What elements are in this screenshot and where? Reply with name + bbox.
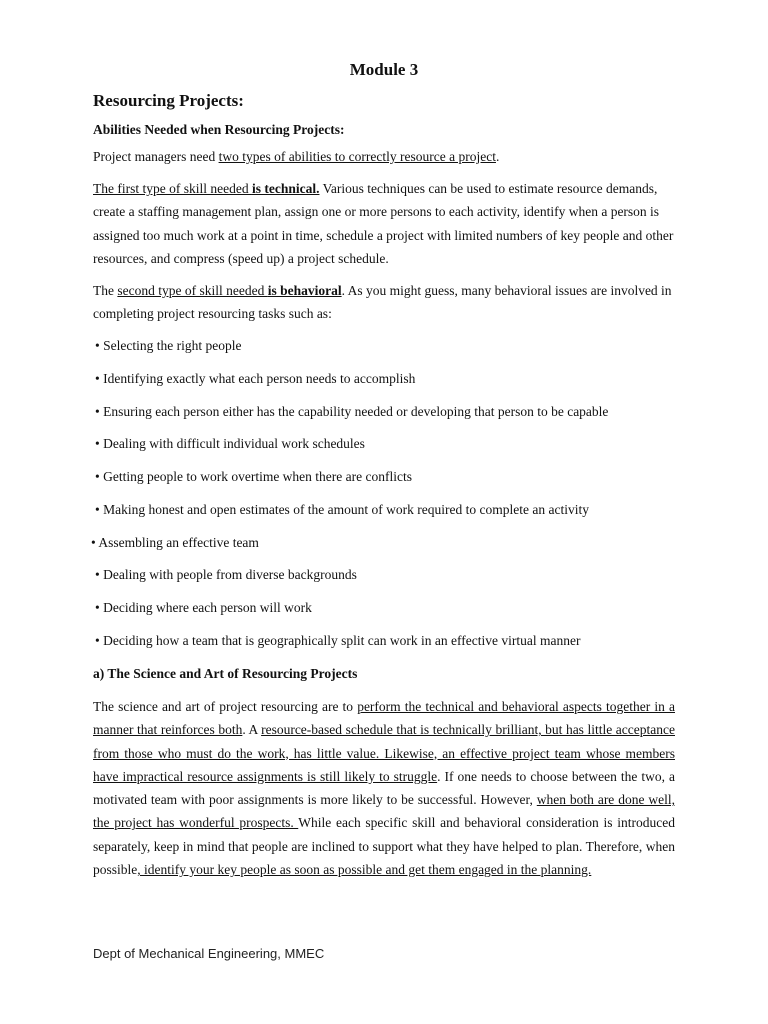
abilities-heading: Abilities Needed when Resourcing Projects: [93, 122, 345, 137]
intro-end-text: . [495, 149, 500, 164]
module-title: Module 3 [349, 60, 419, 79]
section-title: Resourcing Projects: [93, 91, 244, 110]
technical-lead-bold-text: is technical. [251, 181, 320, 196]
list-item: • Ensuring each person either has the capability needed or developing that person to be capable [95, 404, 609, 419]
list-item: • Selecting the right people [95, 338, 242, 353]
page-footer: Dept of Mechanical Engineering, MMEC [93, 946, 325, 961]
science-underlined-1: perform the technical and behavioral aspects together in a manner that reinforces both [93, 699, 675, 738]
science-art-paragraph [93, 695, 675, 881]
behavioral-lead-text: The [93, 283, 118, 298]
behavioral-skill-paragraph [93, 279, 675, 326]
technical-skill-paragraph [93, 177, 675, 270]
behavioral-lead-bold-text: is behavioral [267, 283, 342, 298]
science-art-heading: a) The Science and Art of Resourcing Projects [93, 666, 358, 681]
technical-body-text: Various techniques can be used to estimate resource demands, create a staffing management plan, assign one or more persons to each activity, identify when a person is assigned too much work at a point in time, schedule a project with limited numbers of key people and other resources, and compress (speed up) a project schedule. [93, 181, 674, 266]
behavioral-body-text: . As you might guess, many behavioral issues are involved in completing project resourcing tasks such as: [93, 283, 672, 322]
abilities-intro-paragraph [93, 145, 675, 168]
science-text-3: . If one needs to choose between the two, a motivated team with poor assignments is more likely to be successful. However, [93, 768, 675, 808]
science-text-4: While each specific skill and behavioral consideration is introduced separately, keep in mind that people are inclined to support what they have helped to plan. Therefore, when possible [93, 815, 675, 878]
intro-underlined-text: two types of abilities to correctly resource a project [218, 149, 496, 164]
science-underlined-4: , identify your key people as soon as possible and get them engaged in the planning. [137, 862, 592, 878]
list-item: • Identifying exactly what each person needs to accomplish [95, 371, 416, 386]
science-underlined-2: resource-based schedule that is technically brilliant, but has little acceptance from those who must do the work, has little value. Likewise, an effective project team whose members have impractical resource assignments is still likely to struggle [93, 722, 675, 784]
science-underlined-3: when both are done well, the project has wonderful prospects. [93, 792, 675, 831]
list-item: • Deciding where each person will work [95, 600, 312, 615]
intro-text: Project managers need [93, 149, 219, 164]
list-item: • Making honest and open estimates of the amount of work required to complete an activity [95, 502, 589, 517]
list-item: • Dealing with difficult individual work schedules [95, 436, 365, 451]
science-text-2: . A [242, 722, 262, 738]
list-item: • Assembling an effective team [91, 535, 259, 550]
list-item: • Dealing with people from diverse backgrounds [95, 567, 357, 582]
list-item: • Getting people to work overtime when there are conflicts [95, 469, 412, 484]
technical-lead-text: The first type of skill needed [93, 181, 252, 196]
list-item: • Deciding how a team that is geographically split can work in an effective virtual manner [95, 633, 581, 648]
science-text-1: The science and art of project resourcing are to [93, 699, 358, 714]
behavioral-lead-underlined-text: second type of skill needed [117, 283, 268, 298]
